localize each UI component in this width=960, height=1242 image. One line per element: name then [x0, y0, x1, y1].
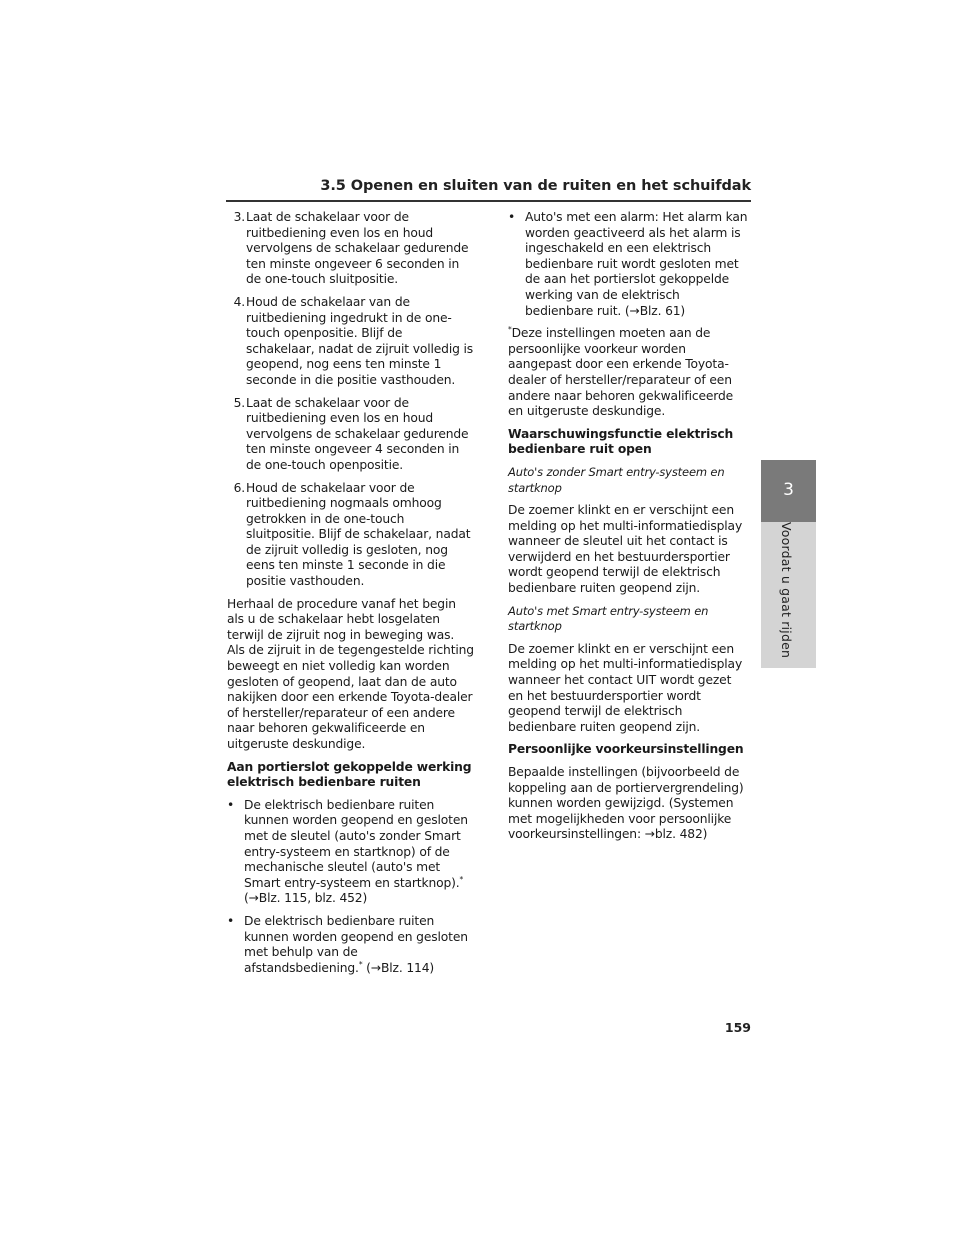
- left-column: [227, 210, 474, 983]
- footnote: [508, 326, 748, 420]
- subheading-without-smart-entry: Auto's zonder Smart entry-systeem en startknop: [508, 464, 725, 495]
- step-number: 5.: [233, 395, 245, 410]
- step-item: [227, 396, 474, 474]
- bullet-dot: •: [227, 797, 235, 812]
- step-item: [227, 481, 474, 590]
- bullet-item: [508, 210, 748, 319]
- footnote-text: Deze instellingen moeten aan de persoonlijke voorkeur worden aangepast door een erkende Toyota-dealer of hersteller/reparateur of een andere naar behoren gekwalificeerde en uitgeruste deskundige.: [508, 326, 734, 419]
- warning-paragraph-1: De zoemer klinkt en er verschijnt een melding op het multi-informatiedisplay wanneer de sleutel uit het contact is verwijderd en het bestuurdersportier wordt geopend terwijl de elektrisch bedienbare ruiten geopend zijn.: [508, 503, 743, 596]
- step-text: Laat de schakelaar voor de ruitbediening even los en houd vervolgens de schakelaar gedurende ten minste ongeveer 6 seconden in de one-touch sluitpositie.: [246, 210, 469, 287]
- step-number: 4.: [233, 294, 245, 309]
- footnote-marker: *: [508, 325, 512, 335]
- header-divider: [226, 200, 751, 202]
- chapter-label: Voordat u gaat rijden: [779, 522, 794, 659]
- window-open-warning-heading: Waarschuwingsfunctie elektrisch bedienbare ruit open: [508, 426, 734, 457]
- step-number: 6.: [233, 480, 245, 495]
- page-number: 159: [724, 1020, 751, 1035]
- personal-preferences-heading: Persoonlijke voorkeursinstellingen: [508, 742, 744, 757]
- bullet-text: De elektrisch bedienbare ruiten kunnen worden geopend en gesloten met de sleutel (auto's zonder Smart entry-systeem en startknop) of de mechanische sleutel (auto's met Smart entry-systeem en startknop).: [244, 797, 468, 890]
- step-number: 3.: [233, 210, 245, 224]
- page-reference-link[interactable]: (→Blz. 115, blz. 452): [244, 891, 368, 906]
- bullet-dot: •: [227, 913, 235, 928]
- step-text: Houd de schakelaar voor de ruitbediening nogmaals omhoog getrokken in de one-touch sluitpositie. Blijf de schakelaar, nadat de zijruit volledig is gesloten, nog eens ten minste 1 seconde in die positie vasthouden.: [246, 480, 471, 589]
- section-title: 3.5 Openen en sluiten van de ruiten en het schuifdak: [320, 178, 751, 194]
- bullet-item: [227, 798, 474, 907]
- step-item: [227, 210, 474, 288]
- footnote-marker: *: [358, 959, 363, 969]
- bullet-item: [227, 914, 474, 976]
- step-item: [227, 295, 474, 389]
- door-lock-linked-heading: Aan portierslot gekoppelde werking elektrisch bedienbare ruiten: [227, 759, 472, 790]
- footnote-marker: *: [459, 874, 464, 884]
- step-text: Laat de schakelaar voor de ruitbediening even los en houd vervolgens de schakelaar gedurende ten minste ongeveer 4 seconden in de one-touch openpositie.: [246, 395, 469, 472]
- page-reference-link[interactable]: (→Blz. 114): [362, 960, 435, 975]
- subheading-with-smart-entry: Auto's met Smart entry-systeem en startknop: [508, 603, 709, 634]
- step-text: Houd de schakelaar van de ruitbediening ingedrukt in de one-touch openpositie. Blijf de schakelaar, nadat de zijruit volledig is geopend, nog eens ten minste 1 seconde in die positie vasthouden.: [246, 294, 474, 387]
- bullet-text: Auto's met een alarm: Het alarm kan worden geactiveerd als het alarm is ingeschakeld en een elektrisch bedienbare ruit wordt gesloten met de aan het portierslot gekoppelde werking van de elektrisch bedienbare ruit. (→Blz. 61): [525, 210, 748, 318]
- chapter-number: 3: [783, 480, 794, 500]
- chapter-tab[interactable]: [761, 460, 816, 522]
- warning-paragraph-2: De zoemer klinkt en er verschijnt een melding op het multi-informatiedisplay wanneer het contact UIT wordt gezet en het bestuurdersportier wordt geopend terwijl de elektrisch bedienbare ruiten geopend zijn.: [508, 641, 743, 734]
- bullet-text: De elektrisch bedienbare ruiten kunnen worden geopend en gesloten met behulp van de afstandsbediening.: [244, 913, 468, 975]
- right-column: [508, 210, 748, 850]
- repeat-procedure-paragraph: Herhaal de procedure vanaf het begin als u de schakelaar hebt losgelaten terwijl de zijruit nog in beweging was. Als de zijruit in de tegengestelde richting beweegt en niet volledig kan worden gesloten of geopend, laat dan de auto nakijken door een erkende Toyota-dealer of hersteller/reparateur of een andere naar behoren gekwalificeerde en uitgeruste deskundige.: [227, 596, 474, 751]
- bullet-dot: •: [508, 210, 516, 224]
- personal-preferences-paragraph: Bepaalde instellingen (bijvoorbeeld de koppeling aan de portiervergrendeling) kunnen worden gewijzigd. (Systemen met mogelijkheden voor persoonlijke voorkeursinstellingen: →blz. 482): [508, 765, 744, 842]
